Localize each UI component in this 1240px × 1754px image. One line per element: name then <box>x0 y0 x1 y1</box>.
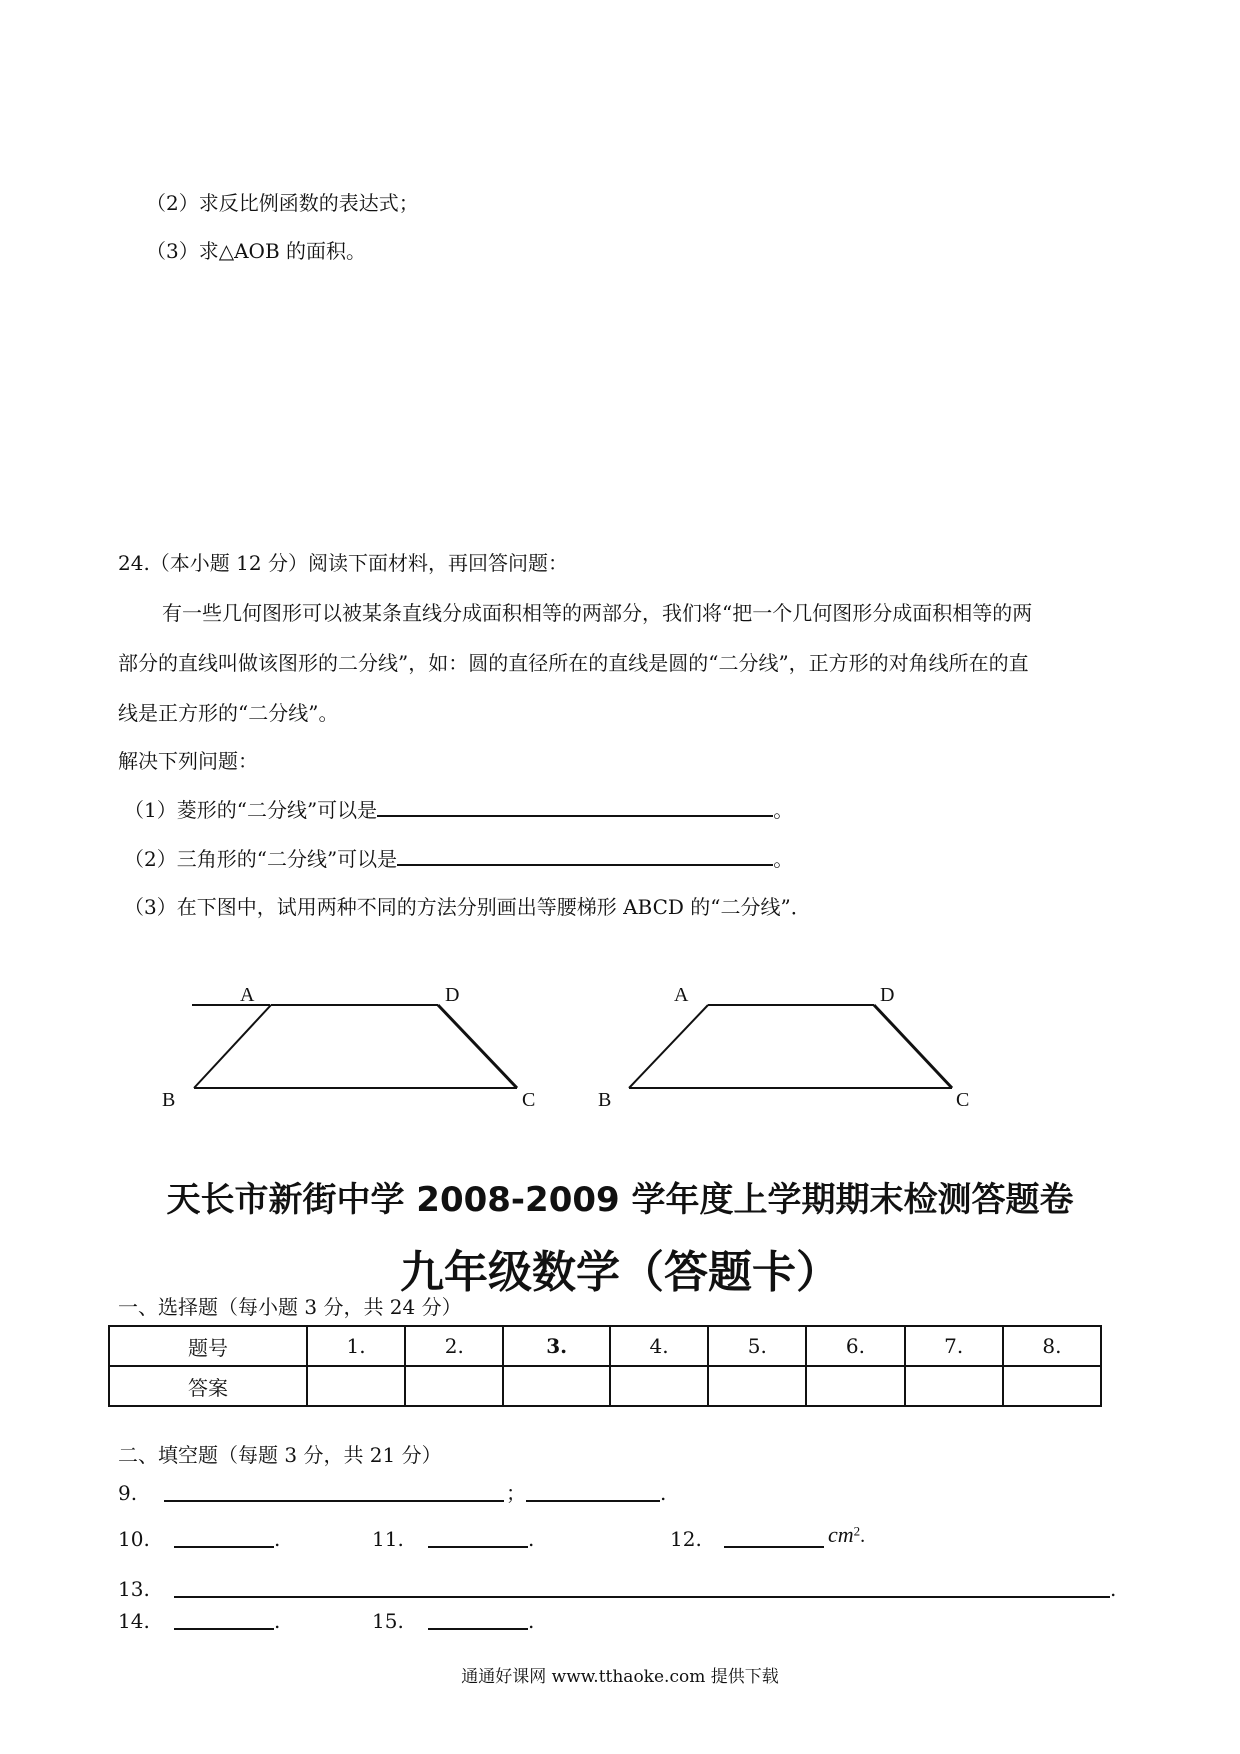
trapezoid-figure-right <box>586 975 986 1115</box>
fill-9-separator: ； <box>506 1481 526 1505</box>
question-number-cell: 4. <box>610 1326 708 1366</box>
table-row <box>109 1366 1101 1406</box>
q24-paragraph-line-2: 部分的直线叫做该图形的二分线”，如：圆的直径所在的直线是圆的“二分线”，正方形的对角线所在的直 <box>118 651 1029 675</box>
question-number-cell: 8. <box>1003 1326 1101 1366</box>
q24-solve-heading: 解决下列问题： <box>118 749 258 773</box>
label-b: B <box>162 1089 176 1111</box>
trapezoid-right-edge-ab <box>629 1005 708 1088</box>
answer-cell[interactable] <box>610 1366 708 1406</box>
label-c: C <box>522 1089 536 1111</box>
answer-cell[interactable] <box>405 1366 503 1406</box>
page-footer: 通通好课网 www.tthaoke.com 提供下载 <box>461 1667 779 1687</box>
fill-10-dot: . <box>274 1527 281 1551</box>
fill-12-unit <box>828 1522 865 1549</box>
answer-sheet-subtitle: 九年级数学（答题卡） <box>400 1247 840 1298</box>
question-number-cell: 5. <box>708 1326 806 1366</box>
q23-part3: （3）求△AOB 的面积。 <box>146 239 366 263</box>
answer-cell[interactable] <box>905 1366 1003 1406</box>
fill-11-number: 11. <box>372 1527 404 1551</box>
fill-11-blank[interactable] <box>428 1528 528 1548</box>
fill-9-number: 9. <box>118 1481 138 1505</box>
label-c: C <box>956 1089 970 1111</box>
fill-13-blank[interactable] <box>174 1578 1110 1598</box>
q24-part1-period: 。 <box>773 798 794 822</box>
fill-14-number: 14. <box>118 1609 150 1633</box>
q24-part2-period: 。 <box>773 847 794 871</box>
question-number-cell: 3. <box>503 1326 610 1366</box>
fill-9-dot: . <box>660 1481 667 1505</box>
answer-cell[interactable] <box>708 1366 806 1406</box>
section-fill-in-heading: 二、填空题（每题 3 分，共 21 分） <box>118 1443 442 1467</box>
answer-cell[interactable] <box>1003 1366 1101 1406</box>
question-number-cell: 2. <box>405 1326 503 1366</box>
label-d: D <box>880 984 895 1006</box>
label-b: B <box>598 1089 612 1111</box>
q24-part3: （3）在下图中，试用两种不同的方法分别画出等腰梯形 ABCD 的“二分线”． <box>124 895 811 919</box>
trapezoid-figure-left <box>150 975 550 1115</box>
question-number-cell: 6. <box>806 1326 904 1366</box>
trapezoid-left-edge-ab <box>194 1005 271 1088</box>
section-multiple-choice-heading: 一、选择题（每小题 3 分，共 24 分） <box>118 1295 462 1319</box>
fill-14-dot: . <box>274 1609 281 1633</box>
q24-part2 <box>124 846 793 872</box>
q24-paragraph-line-3: 线是正方形的“二分线”。 <box>118 701 339 725</box>
trapezoid-right-edge-dc <box>874 1005 952 1088</box>
unit-exponent: 2 <box>853 1523 861 1539</box>
answer-cell[interactable] <box>806 1366 904 1406</box>
question-number-cell: 7. <box>905 1326 1003 1366</box>
q24-paragraph-line-1: 有一些几何图形可以被某条直线分成面积相等的两部分，我们将“把一个几何图形分成面积相等的两 <box>162 601 1033 625</box>
fill-13-dot: . <box>1110 1577 1117 1601</box>
q24-header: 24.（本小题 12 分）阅读下面材料，再回答问题： <box>118 551 568 575</box>
fill-9-blank-2[interactable] <box>526 1482 660 1502</box>
question-number-cell: 1. <box>307 1326 405 1366</box>
answer-cell[interactable] <box>307 1366 405 1406</box>
answer-table <box>108 1325 1102 1407</box>
q24-part1 <box>124 797 793 823</box>
fill-14-blank[interactable] <box>174 1610 274 1630</box>
fill-12-dot: . <box>860 1525 866 1547</box>
fill-15-dot: . <box>528 1609 535 1633</box>
unit-cm: cm <box>828 1522 854 1547</box>
fill-15-blank[interactable] <box>428 1610 528 1630</box>
question-number-header: 题号 <box>109 1326 307 1366</box>
label-a: A <box>240 984 255 1006</box>
fill-13-number: 13. <box>118 1577 150 1601</box>
trapezoid-left-edge-dc <box>438 1005 517 1088</box>
q24-part2-blank[interactable] <box>397 846 773 866</box>
q23-part2: （2）求反比例函数的表达式； <box>146 191 419 215</box>
label-d: D <box>445 984 460 1006</box>
fill-10-blank[interactable] <box>174 1528 274 1548</box>
fill-9-blank-1[interactable] <box>164 1482 504 1502</box>
answer-header: 答案 <box>109 1366 307 1406</box>
fill-11-dot: . <box>528 1527 535 1551</box>
label-a: A <box>674 984 689 1006</box>
fill-10-number: 10. <box>118 1527 150 1551</box>
answer-sheet-title: 天长市新街中学 2008-2009 学年度上学期期末检测答题卷 <box>166 1180 1074 1220</box>
fill-12-number: 12. <box>670 1527 702 1551</box>
answer-cell[interactable] <box>503 1366 610 1406</box>
fill-15-number: 15. <box>372 1609 404 1633</box>
table-row <box>109 1326 1101 1366</box>
fill-12-blank[interactable] <box>724 1528 824 1548</box>
q24-part1-text: （1）菱形的“二分线”可以是 <box>124 798 378 822</box>
q24-part2-text: （2）三角形的“二分线”可以是 <box>124 847 398 871</box>
q24-part1-blank[interactable] <box>377 797 773 817</box>
